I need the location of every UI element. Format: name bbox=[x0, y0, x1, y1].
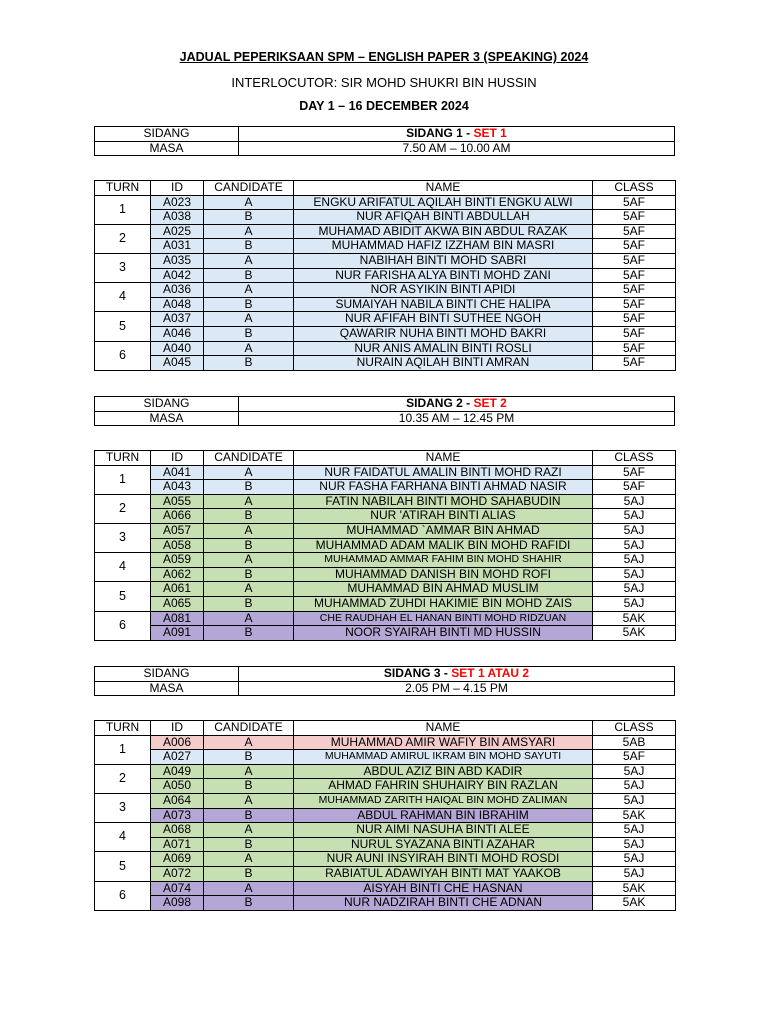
candidate-id: A065 bbox=[151, 596, 204, 611]
name-header: NAME bbox=[294, 181, 593, 196]
candidate-letter: B bbox=[204, 210, 294, 225]
class-header: CLASS bbox=[593, 721, 676, 736]
sidang-number: SIDANG 3 - bbox=[383, 666, 452, 680]
candidate-class: 5AF bbox=[593, 297, 676, 312]
table-row bbox=[95, 823, 676, 838]
turn-number: 2 bbox=[95, 224, 151, 253]
candidate-letter: A bbox=[204, 224, 294, 239]
turn-number: 6 bbox=[95, 341, 151, 370]
candidate-class: 5AK bbox=[593, 626, 676, 641]
candidate-class: 5AF bbox=[593, 312, 676, 327]
id-header: ID bbox=[151, 451, 204, 466]
id-header: ID bbox=[151, 181, 204, 196]
interlocutor-line: INTERLOCUTOR: SIR MOHD SHUKRI BIN HUSSIN bbox=[231, 75, 537, 90]
table-row bbox=[95, 210, 676, 225]
table-row bbox=[95, 224, 676, 239]
candidate-name: NUR AIMI NASUHA BINTI ALEE bbox=[294, 823, 593, 838]
name-header: NAME bbox=[294, 721, 593, 736]
candidate-id: A064 bbox=[151, 793, 204, 808]
candidate-class: 5AF bbox=[593, 465, 676, 480]
candidate-name: MUHAMMAD AMMAR FAHIM BIN MOHD SHAHIR bbox=[294, 553, 593, 568]
candidate-class: 5AJ bbox=[593, 779, 676, 794]
sidang-value bbox=[239, 127, 675, 142]
session-3-turn-table bbox=[94, 720, 676, 911]
turn-number: 5 bbox=[95, 312, 151, 341]
sidang-label: SIDANG bbox=[95, 127, 239, 142]
candidate-name: ABDUL AZIZ BIN ABD KADIR bbox=[294, 764, 593, 779]
table-row bbox=[95, 896, 676, 911]
document-title: JADUAL PEPERIKSAAN SPM – ENGLISH PAPER 3 (SPEAKING) 2024 bbox=[179, 50, 589, 64]
candidate-id: A046 bbox=[151, 326, 204, 341]
candidate-name: NUR ANIS AMALIN BINTI ROSLI bbox=[294, 341, 593, 356]
candidate-class: 5AF bbox=[593, 326, 676, 341]
candidate-id: A091 bbox=[151, 626, 204, 641]
candidate-class: 5AJ bbox=[593, 852, 676, 867]
candidate-id: A072 bbox=[151, 866, 204, 881]
turn-number: 1 bbox=[95, 195, 151, 224]
candidate-class: 5AF bbox=[593, 283, 676, 298]
table-row bbox=[95, 268, 676, 283]
class-header: CLASS bbox=[593, 181, 676, 196]
candidate-class: 5AJ bbox=[593, 523, 676, 538]
candidate-name: MUHAMMAD DANISH BIN MOHD ROFI bbox=[294, 567, 593, 582]
candidate-class: 5AK bbox=[593, 896, 676, 911]
candidate-class: 5AF bbox=[593, 224, 676, 239]
candidate-name: NABIHAH BINTI MOHD SABRI bbox=[294, 253, 593, 268]
candidate-name: FATIN NABILAH BINTI MOHD SAHABUDIN bbox=[294, 494, 593, 509]
candidate-name: NUR NADZIRAH BINTI CHE ADNAN bbox=[294, 896, 593, 911]
candidate-class: 5AF bbox=[593, 239, 676, 254]
turn-number: 4 bbox=[95, 823, 151, 852]
candidate-name: NUR FASHA FARHANA BINTI AHMAD NASIR bbox=[294, 480, 593, 495]
candidate-class: 5AJ bbox=[593, 823, 676, 838]
candidate-letter: B bbox=[204, 239, 294, 254]
candidate-letter: A bbox=[204, 611, 294, 626]
session-2-info-table bbox=[94, 396, 675, 426]
candidate-letter: B bbox=[204, 750, 294, 765]
candidate-id: A074 bbox=[151, 881, 204, 896]
candidate-name: AHMAD FAHRIN SHUHAIRY BIN RAZLAN bbox=[294, 779, 593, 794]
candidate-id: A049 bbox=[151, 764, 204, 779]
candidate-letter: A bbox=[204, 523, 294, 538]
candidate-letter: A bbox=[204, 553, 294, 568]
candidate-class: 5AF bbox=[593, 210, 676, 225]
turn-number: 3 bbox=[95, 523, 151, 552]
turn-number: 6 bbox=[95, 881, 151, 910]
candidate-name: NUR FAIDATUL AMALIN BINTI MOHD RAZI bbox=[294, 465, 593, 480]
candidate-id: A071 bbox=[151, 837, 204, 852]
candidate-class: 5AJ bbox=[593, 596, 676, 611]
candidate-letter: A bbox=[204, 735, 294, 750]
table-row bbox=[95, 779, 676, 794]
candidate-class: 5AJ bbox=[593, 553, 676, 568]
candidate-letter: B bbox=[204, 626, 294, 641]
candidate-id: A048 bbox=[151, 297, 204, 312]
table-row bbox=[95, 480, 676, 495]
candidate-class: 5AF bbox=[593, 268, 676, 283]
turn-number: 1 bbox=[95, 735, 151, 764]
table-header-row bbox=[95, 451, 676, 466]
candidate-letter: B bbox=[204, 837, 294, 852]
candidate-letter: A bbox=[204, 764, 294, 779]
set-label: SET 2 bbox=[473, 396, 507, 410]
session-1-turn-table bbox=[94, 180, 676, 371]
candidate-name: NUR AFIFAH BINTI SUTHEE NGOH bbox=[294, 312, 593, 327]
candidate-id: A036 bbox=[151, 283, 204, 298]
table-row bbox=[95, 297, 676, 312]
candidate-letter: A bbox=[204, 253, 294, 268]
candidate-name: MUHAMMAD BIN AHMAD MUSLIM bbox=[294, 582, 593, 597]
candidate-id: A061 bbox=[151, 582, 204, 597]
candidate-letter: A bbox=[204, 195, 294, 210]
sidang-value bbox=[239, 397, 675, 412]
day-heading: DAY 1 – 16 DECEMBER 2024 bbox=[299, 99, 469, 113]
candidate-name: NUR AFIQAH BINTI ABDULLAH bbox=[294, 210, 593, 225]
candidate-letter: B bbox=[204, 866, 294, 881]
sidang-number: SIDANG 2 - bbox=[406, 396, 474, 410]
candidate-letter: B bbox=[204, 268, 294, 283]
candidate-class: 5AB bbox=[593, 735, 676, 750]
candidate-letter: A bbox=[204, 283, 294, 298]
candidate-id: A040 bbox=[151, 341, 204, 356]
turn-number: 2 bbox=[95, 764, 151, 793]
candidate-letter: A bbox=[204, 465, 294, 480]
table-row bbox=[95, 553, 676, 568]
table-row bbox=[95, 341, 676, 356]
candidate-letter: B bbox=[204, 297, 294, 312]
candidate-letter: B bbox=[204, 808, 294, 823]
candidate-id: A055 bbox=[151, 494, 204, 509]
candidate-letter: B bbox=[204, 779, 294, 794]
candidate-letter: A bbox=[204, 823, 294, 838]
sidang-label: SIDANG bbox=[95, 667, 239, 682]
session-3-info-table bbox=[94, 666, 675, 696]
session-2-turn-table bbox=[94, 450, 676, 641]
table-row bbox=[95, 312, 676, 327]
sidang-label: SIDANG bbox=[95, 397, 239, 412]
candidate-id: A027 bbox=[151, 750, 204, 765]
candidate-id: A050 bbox=[151, 779, 204, 794]
candidate-id: A031 bbox=[151, 239, 204, 254]
candidate-letter: B bbox=[204, 509, 294, 524]
candidate-id: A098 bbox=[151, 896, 204, 911]
candidate-name: AISYAH BINTI CHE HASNAN bbox=[294, 881, 593, 896]
candidate-class: 5AJ bbox=[593, 764, 676, 779]
candidate-name: NURUL SYAZANA BINTI AZAHAR bbox=[294, 837, 593, 852]
candidate-letter: B bbox=[204, 538, 294, 553]
candidate-name: NOOR SYAIRAH BINTI MD HUSSIN bbox=[294, 626, 593, 641]
candidate-class: 5AF bbox=[593, 341, 676, 356]
candidate-name: MUHAMAD ABIDIT AKWA BIN ABDUL RAZAK bbox=[294, 224, 593, 239]
candidate-name: MUHAMMAD ADAM MALIK BIN MOHD RAFIDI bbox=[294, 538, 593, 553]
table-header-row bbox=[95, 721, 676, 736]
candidate-id: A023 bbox=[151, 195, 204, 210]
table-row bbox=[95, 735, 676, 750]
candidate-name: MUHAMMAD `AMMAR BIN AHMAD bbox=[294, 523, 593, 538]
candidate-class: 5AK bbox=[593, 881, 676, 896]
candidate-name: MUHAMMAD ZUHDI HAKIMIE BIN MOHD ZAIS bbox=[294, 596, 593, 611]
candidate-id: A042 bbox=[151, 268, 204, 283]
candidate-letter: B bbox=[204, 896, 294, 911]
table-row bbox=[95, 837, 676, 852]
table-header-row bbox=[95, 181, 676, 196]
turn-number: 4 bbox=[95, 553, 151, 582]
class-header: CLASS bbox=[593, 451, 676, 466]
candidate-id: A025 bbox=[151, 224, 204, 239]
candidate-id: A066 bbox=[151, 509, 204, 524]
candidate-id: A062 bbox=[151, 567, 204, 582]
candidate-name: NUR AUNI INSYIRAH BINTI MOHD ROSDI bbox=[294, 852, 593, 867]
candidate-class: 5AF bbox=[593, 195, 676, 210]
table-row bbox=[95, 465, 676, 480]
table-row bbox=[95, 750, 676, 765]
table-row bbox=[95, 523, 676, 538]
sidang-number: SIDANG 1 - bbox=[406, 126, 474, 140]
table-row bbox=[95, 793, 676, 808]
candidate-class: 5AF bbox=[593, 253, 676, 268]
candidate-name: MUHAMMAD AMIRUL IKRAM BIN MOHD SAYUTI bbox=[294, 750, 593, 765]
set-label: SET 1 ATAU 2 bbox=[451, 666, 530, 680]
table-row bbox=[95, 764, 676, 779]
candidate-name: MUHAMMAD AMIR WAFIY BIN AMSYARI bbox=[294, 735, 593, 750]
turn-number: 4 bbox=[95, 283, 151, 312]
turn-header: TURN bbox=[95, 451, 151, 466]
name-header: NAME bbox=[294, 451, 593, 466]
candidate-class: 5AF bbox=[593, 480, 676, 495]
candidate-letter: B bbox=[204, 326, 294, 341]
masa-value: 10.35 AM – 12.45 PM bbox=[239, 411, 675, 426]
candidate-letter: A bbox=[204, 881, 294, 896]
table-row bbox=[95, 808, 676, 823]
candidate-name: NOR ASYIKIN BINTI APIDI bbox=[294, 283, 593, 298]
candidate-class: 5AK bbox=[593, 808, 676, 823]
masa-label: MASA bbox=[95, 411, 239, 426]
candidate-name: QAWARIR NUHA BINTI MOHD BAKRI bbox=[294, 326, 593, 341]
set-label: SET 1 bbox=[473, 126, 507, 140]
turn-number: 3 bbox=[95, 253, 151, 282]
turn-number: 5 bbox=[95, 582, 151, 611]
masa-label: MASA bbox=[95, 141, 239, 156]
candidate-letter: A bbox=[204, 312, 294, 327]
turn-number: 1 bbox=[95, 465, 151, 494]
candidate-letter: A bbox=[204, 494, 294, 509]
candidate-header: CANDIDATE bbox=[204, 721, 294, 736]
candidate-name: ENGKU ARIFATUL AQILAH BINTI ENGKU ALWI bbox=[294, 195, 593, 210]
table-row bbox=[95, 356, 676, 371]
candidate-letter: B bbox=[204, 356, 294, 371]
table-row bbox=[95, 538, 676, 553]
candidate-name: RABIATUL ADAWIYAH BINTI MAT YAAKOB bbox=[294, 866, 593, 881]
candidate-name: SUMAIYAH NABILA BINTI CHE HALIPA bbox=[294, 297, 593, 312]
candidate-letter: A bbox=[204, 582, 294, 597]
candidate-letter: A bbox=[204, 341, 294, 356]
candidate-id: A045 bbox=[151, 356, 204, 371]
candidate-name: MUHAMMAD HAFIZ IZZHAM BIN MASRI bbox=[294, 239, 593, 254]
turn-header: TURN bbox=[95, 721, 151, 736]
candidate-class: 5AJ bbox=[593, 494, 676, 509]
candidate-class: 5AJ bbox=[593, 582, 676, 597]
candidate-header: CANDIDATE bbox=[204, 181, 294, 196]
turn-number: 6 bbox=[95, 611, 151, 640]
candidate-name: MUHAMMAD ZARITH HAIQAL BIN MOHD ZALIMAN bbox=[294, 793, 593, 808]
table-row bbox=[95, 326, 676, 341]
session-1-info-table bbox=[94, 126, 675, 156]
candidate-id: A059 bbox=[151, 553, 204, 568]
candidate-id: A041 bbox=[151, 465, 204, 480]
turn-header: TURN bbox=[95, 181, 151, 196]
table-row bbox=[95, 509, 676, 524]
table-row bbox=[95, 567, 676, 582]
candidate-id: A043 bbox=[151, 480, 204, 495]
table-row bbox=[95, 239, 676, 254]
table-row bbox=[95, 596, 676, 611]
candidate-class: 5AF bbox=[593, 750, 676, 765]
candidate-class: 5AK bbox=[593, 611, 676, 626]
candidate-id: A068 bbox=[151, 823, 204, 838]
candidate-name: NUR 'ATIRAH BINTI ALIAS bbox=[294, 509, 593, 524]
table-row bbox=[95, 582, 676, 597]
candidate-class: 5AJ bbox=[593, 509, 676, 524]
turn-number: 5 bbox=[95, 852, 151, 881]
candidate-class: 5AJ bbox=[593, 567, 676, 582]
candidate-name: ABDUL RAHMAN BIN IBRAHIM bbox=[294, 808, 593, 823]
turn-number: 2 bbox=[95, 494, 151, 523]
candidate-id: A073 bbox=[151, 808, 204, 823]
candidate-class: 5AJ bbox=[593, 866, 676, 881]
candidate-letter: A bbox=[204, 793, 294, 808]
table-row bbox=[95, 852, 676, 867]
candidate-letter: B bbox=[204, 567, 294, 582]
candidate-class: 5AJ bbox=[593, 538, 676, 553]
id-header: ID bbox=[151, 721, 204, 736]
candidate-name: NURAIN AQILAH BINTI AMRAN bbox=[294, 356, 593, 371]
candidate-letter: A bbox=[204, 852, 294, 867]
candidate-id: A038 bbox=[151, 210, 204, 225]
candidate-id: A058 bbox=[151, 538, 204, 553]
table-row bbox=[95, 253, 676, 268]
candidate-id: A081 bbox=[151, 611, 204, 626]
candidate-class: 5AJ bbox=[593, 793, 676, 808]
table-row bbox=[95, 866, 676, 881]
candidate-letter: B bbox=[204, 596, 294, 611]
candidate-id: A037 bbox=[151, 312, 204, 327]
masa-value: 7.50 AM – 10.00 AM bbox=[239, 141, 675, 156]
table-row bbox=[95, 626, 676, 641]
table-row bbox=[95, 195, 676, 210]
table-row bbox=[95, 283, 676, 298]
masa-value: 2.05 PM – 4.15 PM bbox=[239, 681, 675, 696]
masa-label: MASA bbox=[95, 681, 239, 696]
table-row bbox=[95, 611, 676, 626]
candidate-id: A006 bbox=[151, 735, 204, 750]
candidate-id: A035 bbox=[151, 253, 204, 268]
candidate-class: 5AJ bbox=[593, 837, 676, 852]
candidate-name: CHE RAUDHAH EL HANAN BINTI MOHD RIDZUAN bbox=[294, 611, 593, 626]
sidang-value bbox=[239, 667, 675, 682]
candidate-name: NUR FARISHA ALYA BINTI MOHD ZANI bbox=[294, 268, 593, 283]
turn-number: 3 bbox=[95, 793, 151, 822]
candidate-class: 5AF bbox=[593, 356, 676, 371]
table-row bbox=[95, 881, 676, 896]
candidate-id: A069 bbox=[151, 852, 204, 867]
table-row bbox=[95, 494, 676, 509]
candidate-header: CANDIDATE bbox=[204, 451, 294, 466]
candidate-letter: B bbox=[204, 480, 294, 495]
candidate-id: A057 bbox=[151, 523, 204, 538]
